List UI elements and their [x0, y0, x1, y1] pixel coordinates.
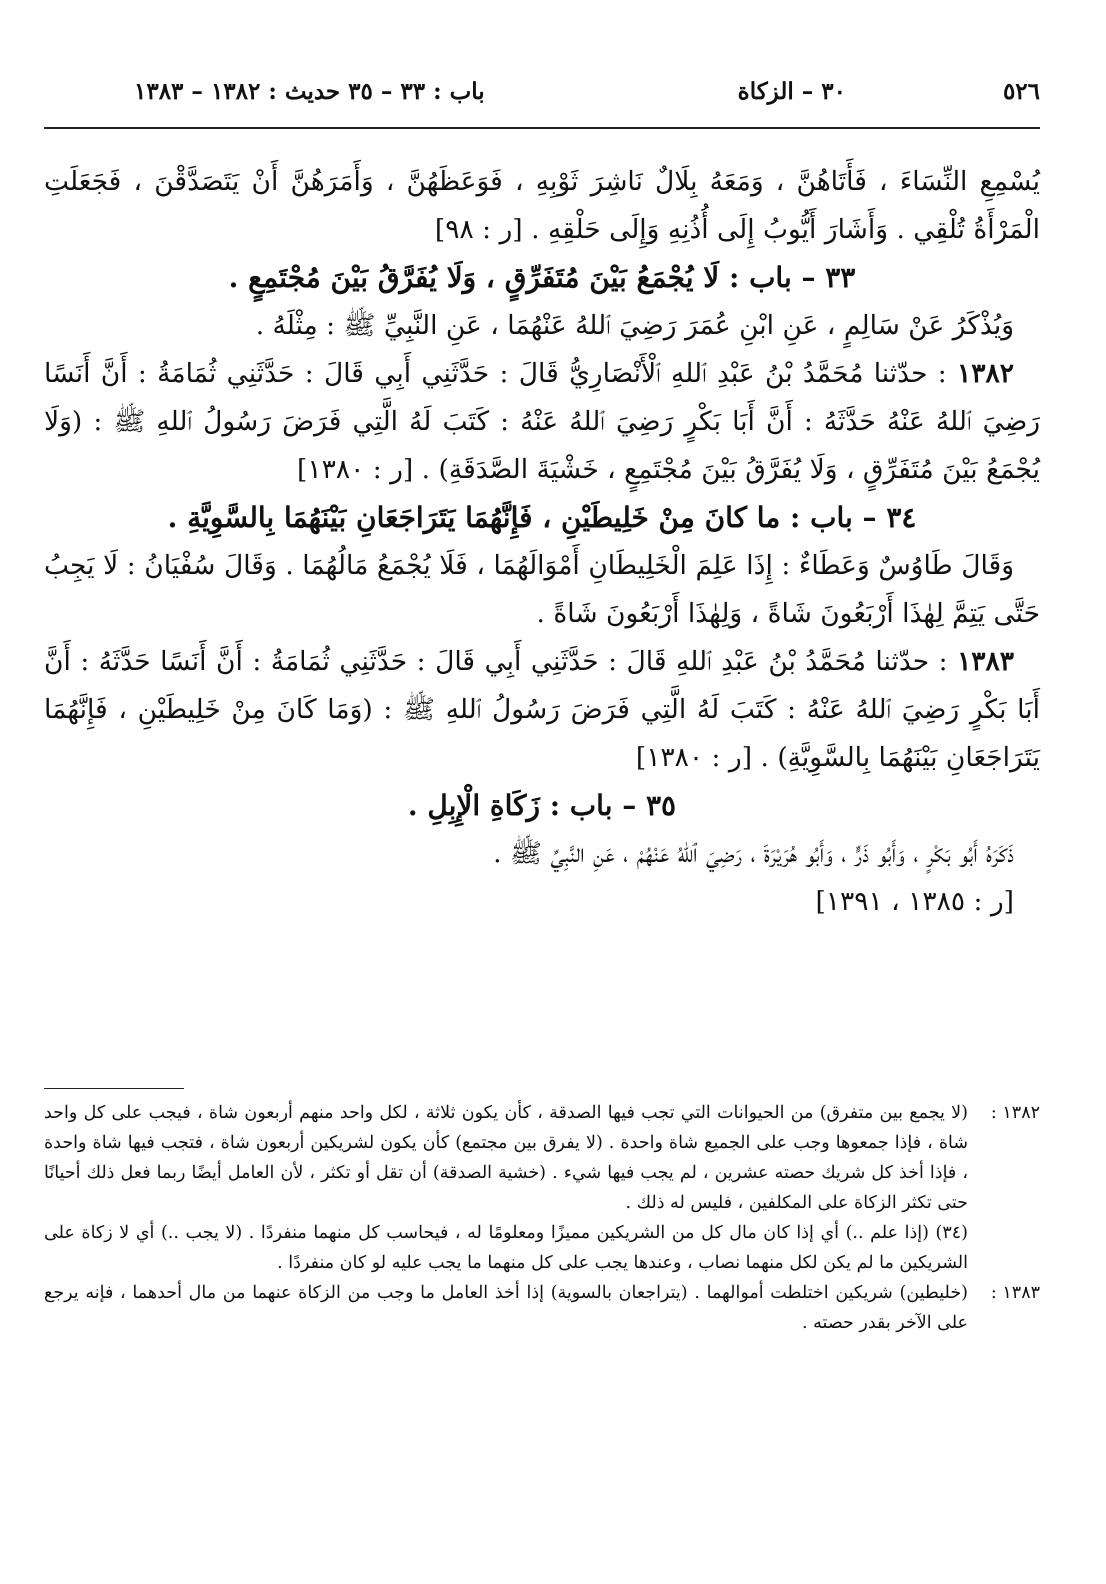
paragraph: [44, 878, 1040, 926]
cross-reference: [ر : ١٣٨٠]: [635, 742, 753, 773]
cross-reference: [ر : ١٣٨٥ ، ١٣٩١]: [815, 886, 1014, 917]
footnote-label: ١٣٨٢ :: [990, 1103, 1040, 1123]
paragraph: [44, 158, 1040, 254]
header-rule: [44, 127, 1040, 129]
hadith-1382: [44, 350, 1040, 494]
footnotes: [44, 1098, 1040, 1338]
chapter-heading-34: ٣٤ – باب : ما كانَ مِنْ خَلِيطَيْنِ ، فَإِنَّهُمَا يَتَرَاجَعَانِ بَيْنَهُمَا بِالسَّوِيَّةِ .: [167, 501, 917, 534]
footnote-34: [44, 1218, 1040, 1278]
hadith-number: ١٣٨٣: [957, 646, 1014, 677]
footnote-text: (لا يجمع بين متفرق) من الحيوانات التي تجب فيها الصدقة ، كأن يكون ثلاثة ، لكل واحد منهم أربعون شاة ، فيجب على كل واحد شاة ، فإذا جمعوها وجب على الجميع شاة واحدة . (لا يفرق بين مجتمع) كأن يكون لشريكين أربعون شاة ، فتجب فيها شاة واحدة ، فإذا أخذ كل شريك حصته عشرين ، لم يجب فيها شيء . (خشية الصدقة) أن تقل أو تكثر ، لأن العامل أيضًا ربما فعل ذلك أحيانًا حتى تكثر الزكاة على المكلفين ، فليس له ذلك .: [44, 1103, 968, 1213]
hadith-text: : حدّثنا مُحَمَّدُ بْنُ عَبْدِ ٱللهِ قَالَ : حَدَّثَنِي أَبِي قَالَ : حَدَّثَنِي ثُمَامَةُ : أَنَّ أَنَسًا حَدَّثَهُ : أَنَّ أَبَا بَكْرٍ رَضِيَ ٱللهُ عَنْهُ : كَتَبَ لَهُ الَّتِي فَرَضَ رَسُولُ ٱللهِ ﷺ : (وَمَا كَانَ مِنْ خَلِيطَيْنِ ، فَإِنَّهُمَا يَتَرَاجَعَانِ بَيْنَهُمَا بِالسَّوِيَّةِ) .: [44, 646, 1040, 773]
cross-reference: [ر : ٩٨]: [434, 214, 523, 245]
main-text: [44, 158, 1040, 926]
footnote-rule: [44, 1088, 184, 1089]
hadith-1383: [44, 638, 1040, 782]
hadith-text: : حدّثنا مُحَمَّدُ بْنُ عَبْدِ ٱللهِ ٱلْأَنْصَارِيُّ قَالَ : حَدَّثَنِي أَبِي قَالَ : حَدَّثَنِي ثُمَامَةُ : أَنَّ أَنَسًا رَضِيَ ٱللهُ عَنْهُ حَدَّثَهُ : أَنَّ أَبَا بَكْرٍ رَضِيَ ٱللهُ عَنْهُ : كَتَبَ لَهُ الَّتِي فَرَضَ رَسُولُ ٱللهِ ﷺ : (وَلَا يُجْمَعُ بَيْنَ مُتَفَرِّقٍ ، وَلَا يُفَرَّقُ بَيْنَ مُجْتَمِعٍ ، خَشْيَةَ الصَّدَقَةِ) .: [44, 358, 1040, 485]
footnote-text: (٣٤) (إذا علم ..) أي إذا كان مال كل من الشريكين مميزًا ومعلومًا له ، فيحاسب كل منهما منفردًا . (لا يجب ..) أي لا زكاة على الشريكين ما لم يكن لكل منهما نصاب ، وعندها يجب على كل منهما ما يجب عليه لو كان منفردًا .: [44, 1223, 968, 1273]
paragraph: ذَكَرَهُ أَبُو بَكْرٍ ، وَأَبُو ذَرٍّ ، وَأَبُو هُرَيْرَةَ ، رَضِيَ ٱللهُ عَنْهُمْ ، عَنِ النَّبِيِّ ﷺ .: [493, 838, 1014, 869]
chapter-heading-33: ٣٣ – باب : لَا يُجْمَعُ بَيْنَ مُتَفَرِّقٍ ، وَلَا يُفَرَّقُ بَيْنَ مُجْتَمِعٍ .: [228, 261, 856, 294]
chapter-heading-35: ٣٥ – باب : زَكَاةِ الْإِبِلِ .: [407, 789, 677, 822]
footnote-text: (خليطين) شريكين اختلطت أموالهما . (يتراجعان بالسوية) إذا أخذ العامل ما وجب من الزكاة عنهما من مال أحدهما ، فإنه يرجع على الآخر بقدر حصته .: [44, 1283, 968, 1333]
footnote-label: ١٣٨٣ :: [990, 1283, 1040, 1303]
footnote-1383: [44, 1278, 1040, 1338]
hadith-number: ١٣٨٢: [957, 358, 1014, 389]
running-header: [44, 78, 1040, 112]
paragraph: وَقَالَ طَاوُسٌ وَعَطَاءٌ : إِذَا عَلِمَ الْخَلِيطَانِ أَمْوَالَهُمَا ، فَلَا يُجْمَعُ مَالُهُمَا . وَقَالَ سُفْيَانُ : لَا يَجِبُ حَتَّى يَتِمَّ لِهٰذَا أَرْبَعُونَ شَاةً ، وَلِهٰذَا أَرْبَعُونَ شَاةً .: [44, 550, 1040, 629]
cross-reference: [ر : ١٣٨٠]: [297, 454, 414, 485]
footnote-1382: [44, 1098, 1040, 1218]
paragraph-text: يُسْمِعِ النِّسَاءَ ، فَأَتَاهُنَّ ، وَمَعَهُ بِلَالٌ نَاشِرَ ثَوْبِهِ ، فَوَعَظَهُنَّ ، وَأَمَرَهُنَّ أَنْ يَتَصَدَّقْنَ ، فَجَعَلَتِ الْمَرْأَةُ تُلْقِي . وَأَشَارَ أَيُّوبُ إِلَى أُذُنِهِ وَإِلَى حَلْقِهِ .: [44, 166, 1040, 245]
paragraph: وَيُذْكَرُ عَنْ سَالِمٍ ، عَنِ ابْنِ عُمَرَ رَضِيَ ٱللهُ عَنْهُمَا ، عَنِ النَّبِيِّ ﷺ : مِثْلَهُ .: [255, 310, 1014, 341]
book-title: ٣٠ – الزكاة: [737, 78, 846, 105]
page-number: ٥٢٦: [1002, 78, 1040, 105]
chapter-hadith-range: باب : ٣٣ – ٣٥ حديث : ١٣٨٢ – ١٣٨٣: [134, 78, 485, 105]
